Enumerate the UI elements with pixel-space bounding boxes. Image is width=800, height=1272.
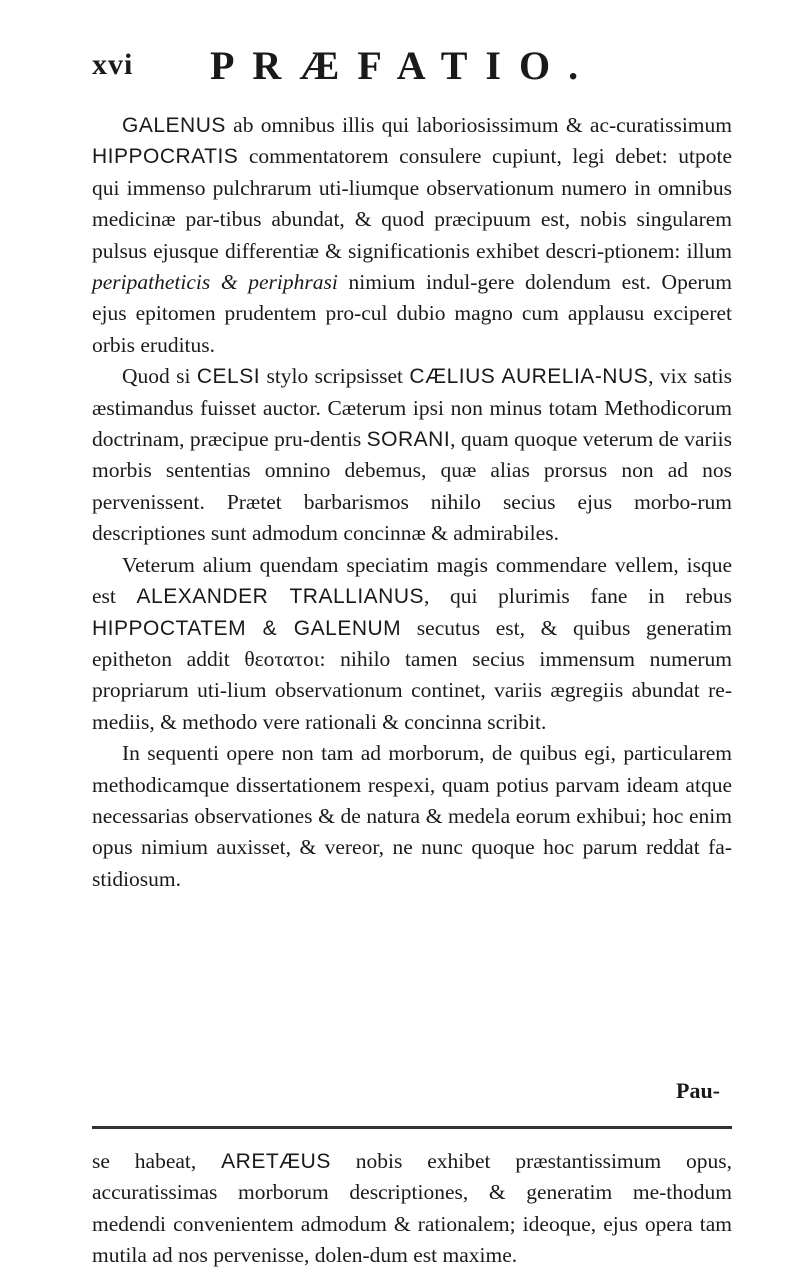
- text-run: , vix satis æstimandus fuisset auctor. Cæterum ipsi non minus totam Methodicorum doctrinam, præcipue pru-dentis: [92, 364, 732, 452]
- name-hippocrates-galenus: HIPPOCTATEM & GALENUM: [92, 616, 402, 640]
- text-run: In sequenti opere non tam ad morborum, de quibus egi, particularem methodicamque dissertationem respexi, quam potius parvam ideam atque necessarias observationes & de natura & medela eorum exhibui; hoc enim opus nimium auxisset, & vereor, ne nunc quoque hoc parum reddat fa-stidiosum.: [92, 741, 732, 891]
- name-celsi: CELSI: [196, 365, 261, 389]
- main-text: [92, 110, 732, 895]
- next-page-text: [92, 1146, 732, 1272]
- page-divider: [92, 1126, 732, 1129]
- page-number: xvi: [92, 48, 134, 81]
- name-alexander-trallianus: ALEXANDER TRALLIANUS: [136, 585, 424, 609]
- running-head: [92, 42, 720, 98]
- paragraph-sequenti: [92, 738, 732, 895]
- text-run: nobis exhibet præstantissimum opus, accuratissimas morborum descriptiones, & generatim me-thodum medendi convenientem admodum & rationalem; ideoque, ejus opera tam mutila ad nos pervenisse, dolen-dum est maxime.: [92, 1149, 732, 1268]
- text-run: , quam quoque veterum de variis morbis sententias omnino debemus, quæ alias prorsus non ad nos pervenissent. Prætet barbarismos nihilo secius ejus morbo-rum descriptiones sunt admodum concinnæ & admirabiles.: [92, 427, 732, 546]
- text-run: secutus est, & quibus generatim epitheton addit θεοτατοι: nihilo tamen secius immensum numerum propriarum uti-lium observationum continet, variis ægregiis abundat re-mediis, & methodo vere rationali & concinna scribit.: [92, 615, 732, 734]
- name-caelius-aurelianus: CÆLIUS AURELIA-NUS: [409, 365, 649, 389]
- text-run: ab omnibus illis qui laboriosissimum & ac-curatissimum: [225, 113, 732, 137]
- text-run: stylo scripsisset: [260, 364, 410, 389]
- text-run: Quod si: [122, 364, 197, 389]
- text-run: commentatorem consulere cupiunt, legi debet: utpote qui immenso pulchrarum uti-liumque observationum numero in omnibus medicinæ par-tibus abundat, & quod præcipuum est, nobis singularem pulsus ejusque differentiæ & significationis exhibet descri-ptionem: illum: [92, 144, 732, 263]
- paragraph-aretaeus: [92, 1146, 732, 1272]
- catchword: Pau-: [676, 1078, 720, 1103]
- text-run: , qui plurimis fane in rebus: [424, 584, 732, 609]
- paragraph-alexander: [92, 550, 732, 738]
- page-title: PRÆFATIO.: [210, 43, 597, 88]
- italic-phrase: peripatheticis & periphrasi: [92, 270, 338, 295]
- text-run: Veterum alium quendam speciatim magis commendare vellem, isque est: [92, 552, 732, 609]
- paragraph-caelius: [92, 361, 732, 549]
- name-aretaeus: ARETÆUS: [221, 1150, 331, 1173]
- text-run: nimium indul-gere dolendum est. Operum ejus epitomen prudentem pro-cul dubio magno cum applausu exciperet orbis eruditus.: [92, 270, 733, 357]
- name-sorani: SORANI: [366, 428, 451, 452]
- name-galenus: GALENUS: [122, 114, 226, 137]
- name-hippocratis: HIPPOCRATIS: [92, 145, 239, 169]
- text-run: se habeat,: [92, 1149, 222, 1173]
- paragraph-galenus: [92, 110, 732, 361]
